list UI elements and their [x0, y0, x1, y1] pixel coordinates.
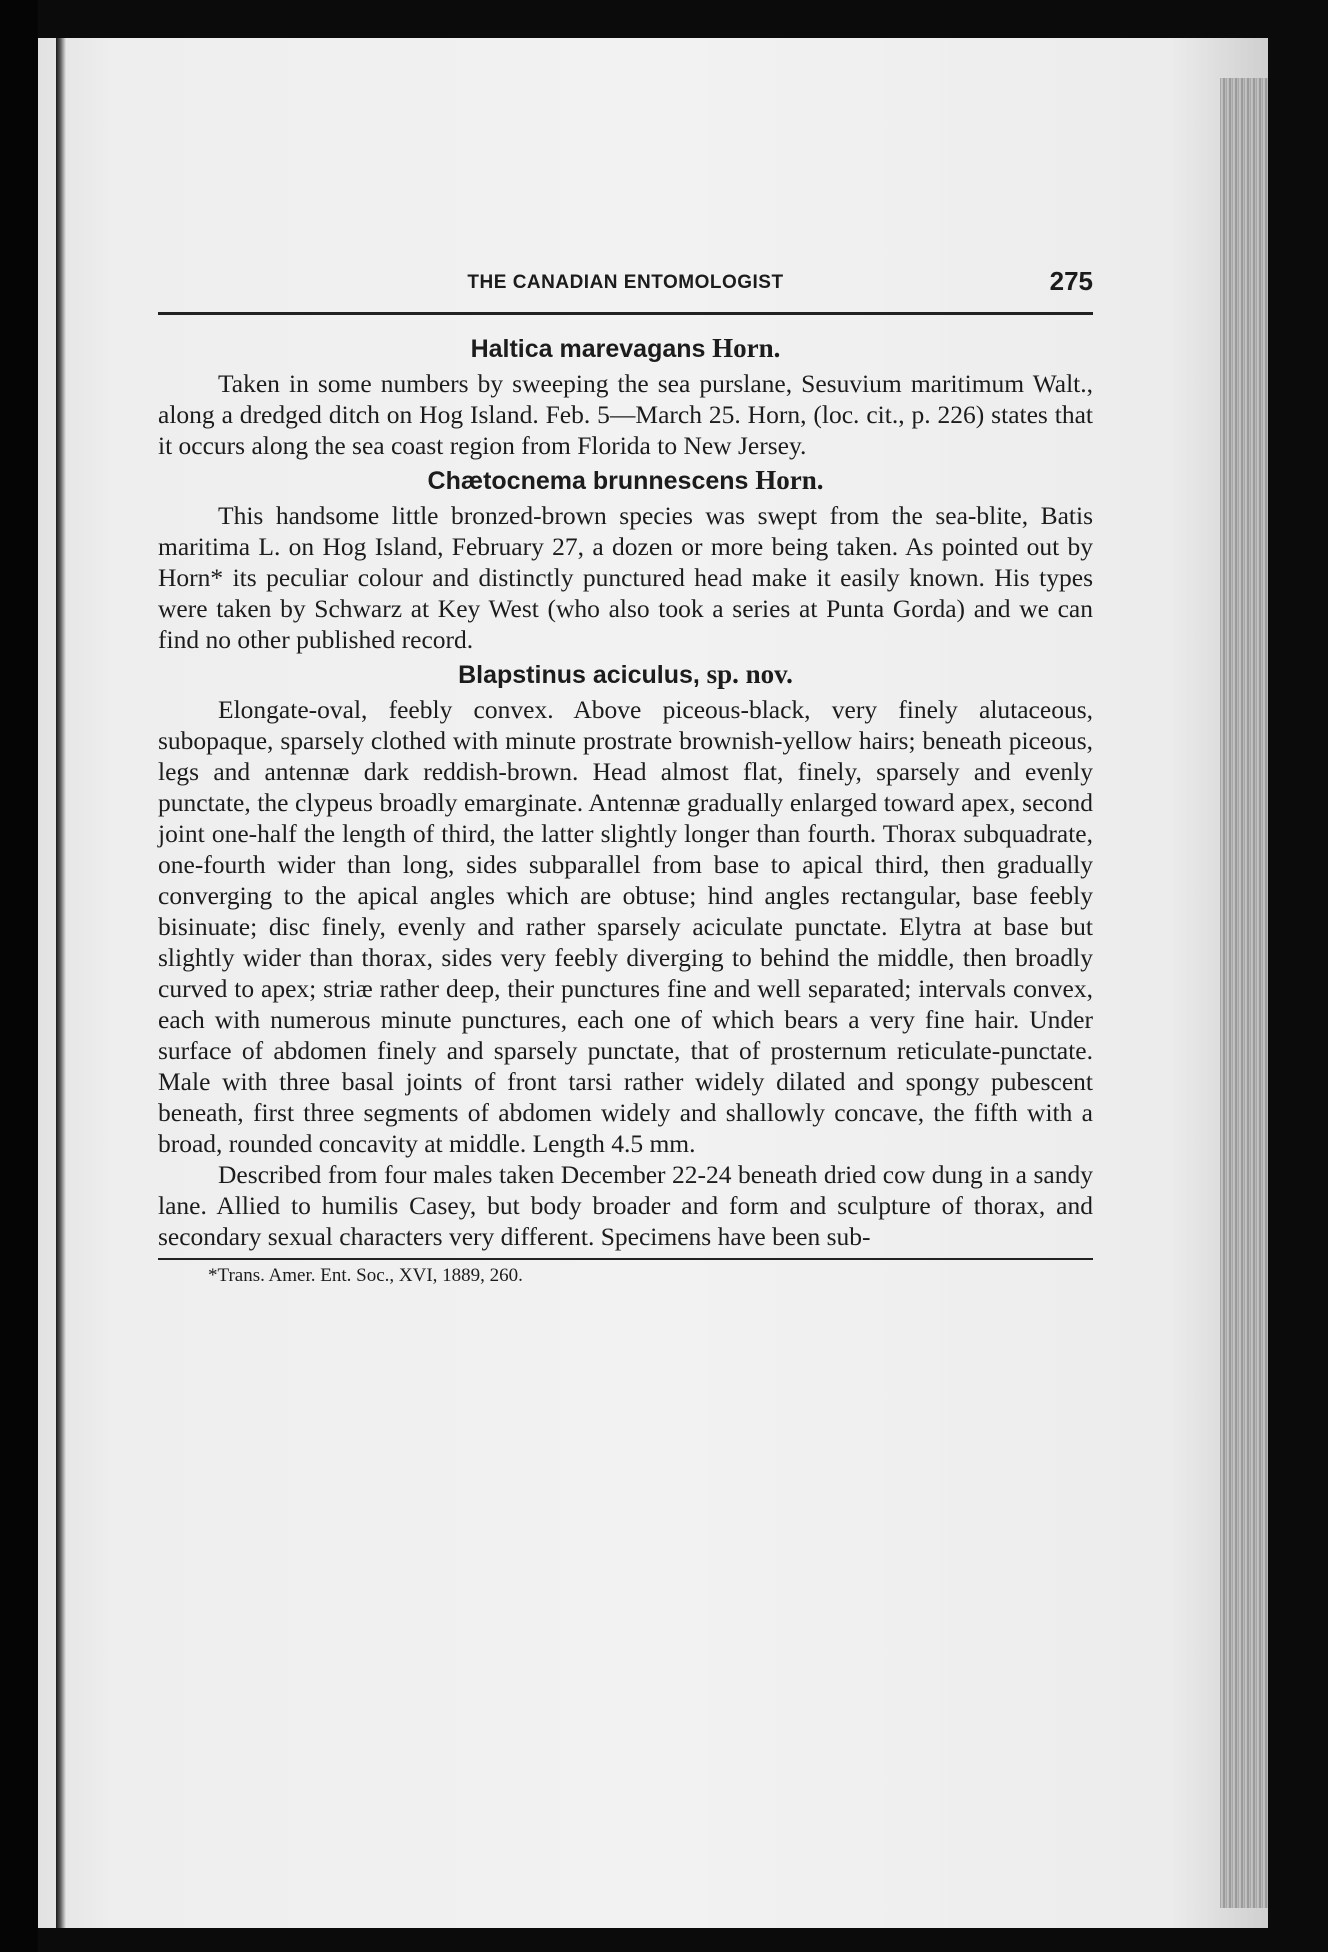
species-heading	[158, 461, 1093, 500]
header-rule	[158, 312, 1093, 315]
page-content	[158, 262, 1093, 1288]
species-author: Horn.	[755, 465, 824, 495]
page-stack-edge	[1220, 78, 1268, 1908]
body-paragraph: Taken in some numbers by sweeping the sea purslane, Sesuvium maritimum Walt., along a dredged ditch on Hog Island. Feb. 5—March 25. Horn, (loc. cit., p. 226) states that it occurs along the sea coast region from Florida to New Jersey.	[158, 369, 1093, 460]
body-paragraph: Described from four males taken December 22-24 beneath dried cow dung in a sandy lane. Allied to humilis Casey, but body broader and form and sculpture of thorax, and secondary sexual characters very different. Specimens have been sub-	[158, 1160, 1093, 1251]
species-heading	[158, 329, 1093, 368]
species-author: sp. nov.	[706, 659, 793, 689]
footnote: *Trans. Amer. Ent. Soc., XVI, 1889, 260.	[208, 1265, 523, 1286]
species-name: Haltica marevagans	[470, 335, 706, 363]
species-heading	[158, 655, 1093, 694]
running-head	[158, 262, 1093, 304]
footnote-rule	[158, 1258, 1093, 1260]
body-paragraph: This handsome little bronzed-brown species was swept from the sea-blite, Batis maritima L. on Hog Island, February 27, a dozen or more being taken. As pointed out by Horn* its peculiar colour and distinctly punctured head make it easily known. His types were taken by Schwarz at Key West (who also took a series at Punta Gorda) and we can find no other published record.	[158, 501, 1093, 654]
scan-border	[0, 0, 38, 1952]
species-section-chaetocnema	[158, 461, 1093, 655]
species-name: Blapstinus aciculus,	[458, 661, 700, 689]
species-author: Horn.	[712, 333, 781, 363]
journal-title: THE CANADIAN ENTOMOLOGIST	[467, 272, 784, 293]
species-name: Chætocnema brunnescens	[427, 467, 749, 495]
species-section-haltica	[158, 329, 1093, 461]
species-section-blapstinus	[158, 655, 1093, 1252]
species-description: Elongate-oval, feebly convex. Above piceous-black, very finely alutaceous, subopaque, sparsely clothed with minute prostrate brownish-yellow hairs; beneath piceous, legs and antennæ dark reddish-brown. Head almost flat, finely, sparsely and evenly punctate, the clypeus broadly emarginate. Antennæ gradually enlarged toward apex, second joint one-half the length of third, the latter slightly longer than fourth. Thorax subquadrate, one-fourth wider than long, sides subparallel from base to apical third, then gradually converging to the apical angles which are obtuse; hind angles rectangular, base feebly bisinuate; disc finely, evenly and rather sparsely aciculate punctate. Elytra at base but slightly wider than thorax, sides very feebly diverging to behind the middle, then broadly curved to apex; striæ rather deep, their punctures fine and well separated; intervals convex, each with numerous minute punctures, each one of which bears a very fine hair. Under surface of abdomen finely and sparsely punctate, that of prosternum reticulate-punctate. Male with three basal joints of front tarsi rather widely dilated and spongy pubescent beneath, first three segments of abdomen widely and shallowly concave, the fifth with a broad, rounded concavity at middle. Length 4.5 mm.	[158, 695, 1093, 1158]
book-page	[38, 38, 1268, 1928]
page-number: 275	[1049, 266, 1093, 296]
page-binding-edge	[56, 38, 66, 1928]
